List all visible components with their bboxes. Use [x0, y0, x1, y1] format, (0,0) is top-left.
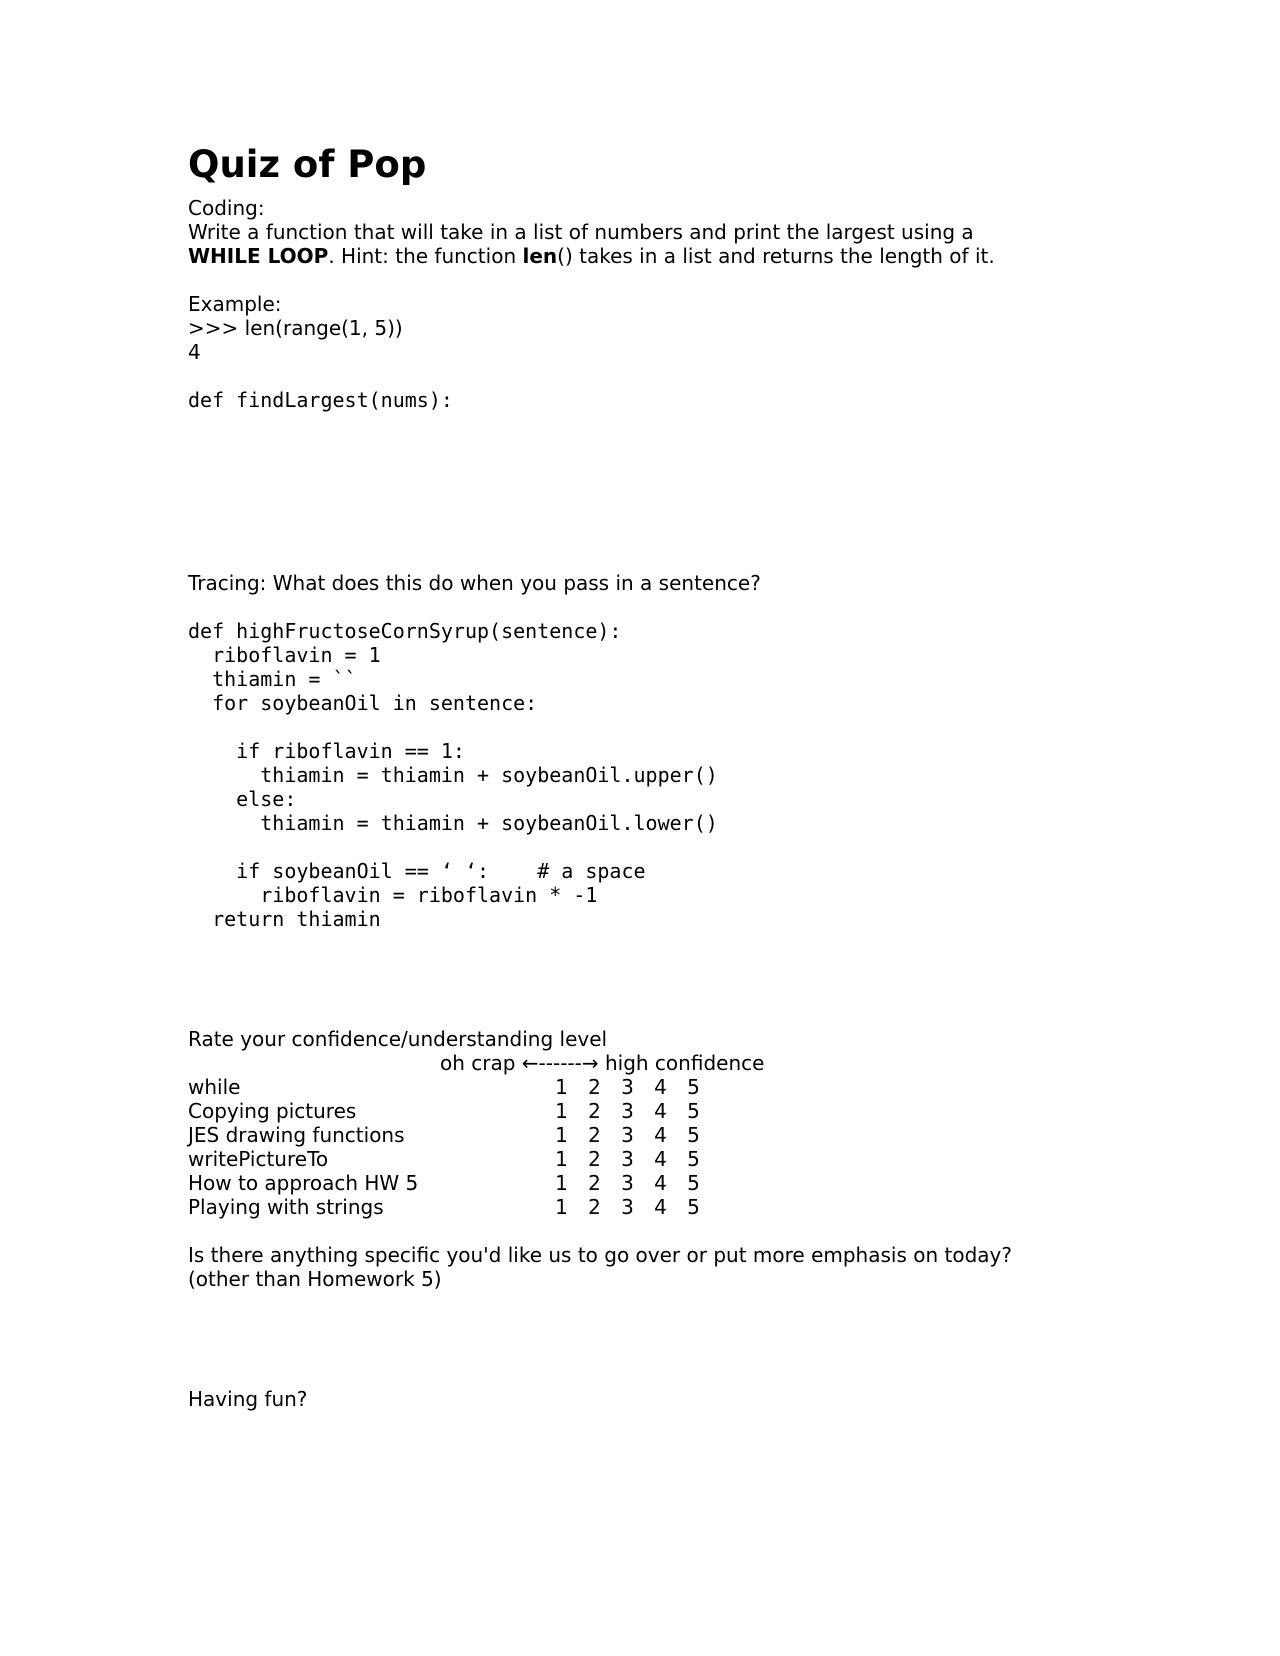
rating-topic-label: writePictureTo: [188, 1147, 329, 1171]
rating-option[interactable]: 5: [687, 1075, 700, 1099]
code-line: riboflavin = riboflavin * -1: [188, 883, 598, 907]
rating-topic-label: Playing with strings: [188, 1195, 384, 1219]
page-title: Quiz of Pop: [188, 143, 427, 186]
quiz-document: [188, 140, 1108, 1411]
rating-row: [188, 1075, 1108, 1099]
rating-options: [545, 1195, 710, 1219]
rating-option[interactable]: 2: [588, 1195, 601, 1219]
rating-options: [545, 1123, 710, 1147]
rating-option[interactable]: 3: [621, 1195, 634, 1219]
feedback-section: [188, 1243, 1108, 1291]
rating-topic-label: JES drawing functions: [188, 1123, 405, 1147]
rating-scale-label: oh crap ←------→ high confidence: [440, 1051, 765, 1075]
tracing-heading: Tracing: What does this do when you pass in a sentence?: [188, 571, 761, 595]
answer-space: [188, 412, 1108, 571]
coding-instructions-line2: [188, 244, 1108, 268]
rating-options: [545, 1171, 710, 1195]
code-line: if riboflavin == 1:: [188, 739, 465, 763]
rating-option[interactable]: 5: [687, 1123, 700, 1147]
example-output: 4: [188, 340, 201, 364]
rating-option[interactable]: 4: [654, 1147, 667, 1171]
function-signature: def findLargest(nums):: [188, 388, 453, 412]
rating-option[interactable]: 2: [588, 1123, 601, 1147]
rating-table: [188, 1075, 1108, 1219]
rating-options: [545, 1099, 710, 1123]
rating-option[interactable]: 3: [621, 1099, 634, 1123]
closing-question: Having fun?: [188, 1387, 308, 1411]
rating-heading: Rate your confidence/understanding level: [188, 1027, 608, 1051]
code-line: return thiamin: [188, 907, 381, 931]
code-line: thiamin = thiamin + soybeanOil.upper(): [188, 763, 718, 787]
rating-option[interactable]: 4: [654, 1099, 667, 1123]
rating-row: [188, 1195, 1108, 1219]
rating-topic-label: while: [188, 1075, 241, 1099]
code-line: for soybeanOil in sentence:: [188, 691, 538, 715]
rating-topic-label: How to approach HW 5: [188, 1171, 419, 1195]
code-line: if soybeanOil == ‘ ‘: # a space: [188, 859, 646, 883]
rating-section: [188, 1027, 1108, 1219]
rating-option[interactable]: 1: [555, 1123, 568, 1147]
rating-option[interactable]: 3: [621, 1123, 634, 1147]
code-line: def highFructoseCornSyrup(sentence):: [188, 619, 622, 643]
hint-text-end: () takes in a list and returns the length of it.: [557, 244, 995, 268]
rating-option[interactable]: 5: [687, 1195, 700, 1219]
code-line: thiamin = ``: [188, 667, 357, 691]
example-input: >>> len(range(1, 5)): [188, 316, 403, 340]
rating-option[interactable]: 5: [687, 1171, 700, 1195]
code-line: riboflavin = 1: [188, 643, 381, 667]
rating-option[interactable]: 1: [555, 1171, 568, 1195]
rating-option[interactable]: 5: [687, 1099, 700, 1123]
rating-option[interactable]: 2: [588, 1147, 601, 1171]
rating-option[interactable]: 5: [687, 1147, 700, 1171]
rating-option[interactable]: 1: [555, 1075, 568, 1099]
coding-heading: Coding:: [188, 196, 265, 220]
answer-space: [188, 931, 1108, 1027]
tracing-section: [188, 571, 1108, 931]
rating-option[interactable]: 3: [621, 1147, 634, 1171]
rating-options: [545, 1075, 710, 1099]
rating-option[interactable]: 3: [621, 1171, 634, 1195]
feedback-question-line2: (other than Homework 5): [188, 1267, 442, 1291]
rating-options: [545, 1147, 710, 1171]
rating-option[interactable]: 3: [621, 1075, 634, 1099]
rating-option[interactable]: 4: [654, 1123, 667, 1147]
code-line: thiamin = thiamin + soybeanOil.lower(): [188, 811, 718, 835]
rating-option[interactable]: 1: [555, 1195, 568, 1219]
rating-option[interactable]: 1: [555, 1147, 568, 1171]
len-emphasis: len: [522, 244, 558, 268]
example-heading: Example:: [188, 292, 282, 316]
rating-option[interactable]: 4: [654, 1195, 667, 1219]
rating-option[interactable]: 2: [588, 1099, 601, 1123]
code-line: else:: [188, 787, 297, 811]
feedback-question-line1: Is there anything specific you'd like us to go over or put more emphasis on today?: [188, 1243, 1012, 1267]
rating-option[interactable]: 4: [654, 1171, 667, 1195]
rating-row: [188, 1171, 1108, 1195]
answer-space: [188, 1291, 1108, 1387]
coding-section: [188, 196, 1108, 412]
rating-topic-label: Copying pictures: [188, 1099, 357, 1123]
rating-row: [188, 1147, 1108, 1171]
rating-row: [188, 1099, 1108, 1123]
coding-instructions-line1: Write a function that will take in a list of numbers and print the largest using a: [188, 220, 974, 244]
rating-option[interactable]: 4: [654, 1075, 667, 1099]
rating-option[interactable]: 1: [555, 1099, 568, 1123]
hint-text: . Hint: the function: [328, 244, 523, 268]
rating-option[interactable]: 2: [588, 1075, 601, 1099]
rating-row: [188, 1123, 1108, 1147]
rating-option[interactable]: 2: [588, 1171, 601, 1195]
while-loop-emphasis: WHILE LOOP: [188, 244, 329, 268]
